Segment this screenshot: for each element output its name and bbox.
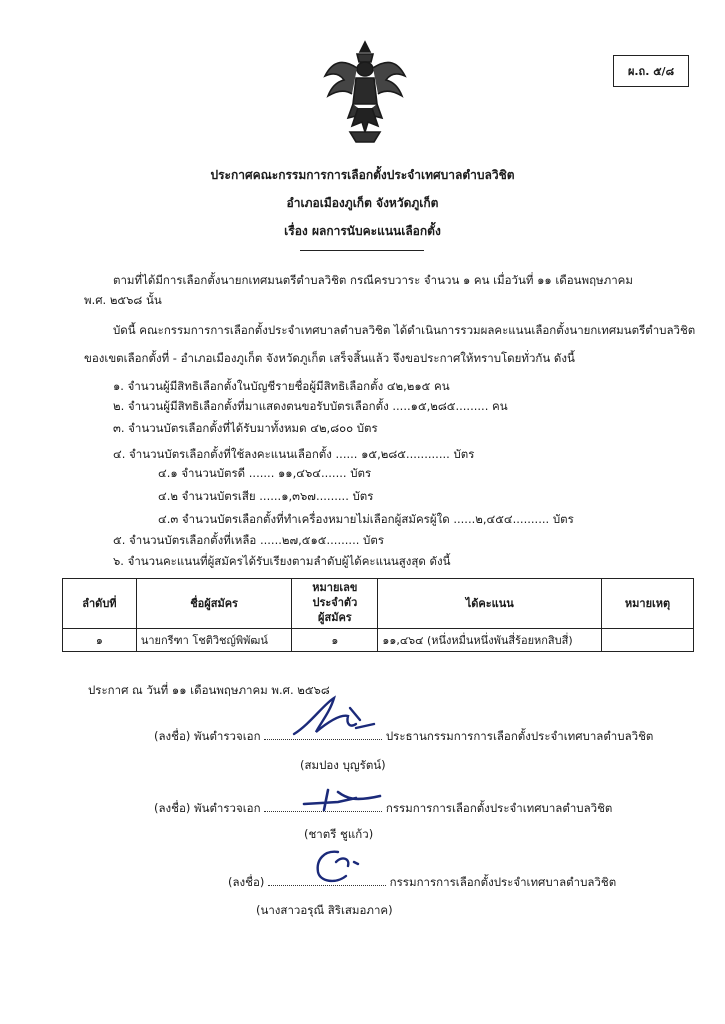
intro-p1-line2: พ.ศ. ๒๕๖๘ นั้น	[84, 293, 162, 307]
item-remaining-ballots: ๕. จำนวนบัตรเลือกตั้งที่เหลือ ......๒๗,๕๑๕......... บัตร	[113, 533, 384, 547]
cell-remark	[602, 628, 694, 651]
col-number-line1: หมายเลข	[312, 581, 358, 594]
item-invalid-ballots: ๔.๒ จำนวนบัตรเสีย ......๑,๓๖๗......... บัตร	[158, 489, 374, 503]
table-header-row	[63, 579, 694, 629]
header-title: ประกาศคณะกรรมการการเลือกตั้งประจำเทศบาลตำบลวิชิต	[210, 168, 515, 182]
form-code-box	[613, 55, 689, 87]
intro-p2-line2: ของเขตเลือกตั้งที่ - อำเภอเมืองภูเก็ต จังหวัดภูเก็ต เสร็จสิ้นแล้ว จึงขอประกาศให้ทราบโดยทั่วกัน ดังนี้	[84, 351, 575, 365]
signature-3-name: (นางสาวอรุณี สิริเสมอภาค)	[256, 903, 393, 917]
signature-3-role: กรรมการการเลือกตั้งประจำเทศบาลตำบลวิชิต	[389, 875, 617, 889]
signature-1-handwriting	[290, 694, 380, 740]
signature-1-role: ประธานกรรมการการเลือกตั้งประจำเทศบาลตำบลวิชิต	[385, 729, 654, 743]
cell-votes: ๑๑,๔๖๔ (หนึ่งหมื่นหนึ่งพันสี่ร้อยหกสิบสี่)	[378, 628, 602, 651]
item-valid-ballots: ๔.๑ จำนวนบัตรดี ....... ๑๑,๔๖๔....... บัตร	[158, 466, 372, 480]
item-ballots-received: ๓. จำนวนบัตรเลือกตั้งที่ได้รับมาทั้งหมด ๔๒,๘๐๐ บัตร	[113, 421, 378, 435]
intro-p2-line1: บัดนี้ คณะกรรมการการเลือกตั้งประจำเทศบาลตำบลวิชิต ได้ดำเนินการรวมผลคะแนนเลือกตั้งนายกเทศมนตรีตำบลวิชิต	[113, 323, 696, 337]
signature-3-handwriting	[306, 846, 366, 888]
col-number-line3: ผู้สมัคร	[318, 610, 352, 624]
col-votes: ได้คะแนน	[378, 579, 602, 629]
signature-3	[228, 874, 616, 892]
cell-candidate-name: นายกรีฑา โชติวิชญ์พิพัฒน์	[136, 628, 292, 651]
col-candidate-name: ชื่อผู้สมัคร	[136, 579, 292, 629]
header-subject: เรื่อง ผลการนับคะแนนเลือกตั้ง	[284, 224, 441, 238]
signature-2-prefix: (ลงชื่อ) พันตำรวจเอก	[154, 801, 261, 815]
table-row	[63, 628, 694, 651]
item-voters-present: ๒. จำนวนผู้มีสิทธิเลือกตั้งที่มาแสดงตนขอรับบัตรเลือกตั้ง .....๑๕,๒๘๕......... คน	[113, 399, 508, 413]
item-votes-heading: ๖. จำนวนคะแนนที่ผู้สมัครได้รับเรียงตามลำดับผู้ได้คะแนนสูงสุด ดังนี้	[113, 554, 451, 568]
col-candidate-number	[292, 579, 378, 629]
intro-p1-line1: ตามที่ได้มีการเลือกตั้งนายกเทศมนตรีตำบลวิชิต กรณีครบวาระ จำนวน ๑ คน เมื่อวันที่ ๑๑ เดือนพฤษภาคม	[113, 273, 633, 287]
cell-rank: ๑	[63, 628, 137, 651]
cell-candidate-number: ๑	[292, 628, 378, 651]
signature-1-name: (สมปอง บุญรัตน์)	[300, 758, 386, 772]
col-remark: หมายเหตุ	[602, 579, 694, 629]
signature-2-handwriting	[298, 780, 386, 814]
form-code: ผ.ถ. ๕/๘	[627, 65, 675, 78]
item-no-vote-ballots: ๔.๓ จำนวนบัตรเลือกตั้งที่ทำเครื่องหมายไม่เลือกผู้สมัครผู้ใด ......๒,๔๕๔.......... บัตร	[158, 512, 574, 526]
results-table	[62, 578, 694, 652]
signature-2-role: กรรมการการเลือกตั้งประจำเทศบาลตำบลวิชิต	[385, 801, 613, 815]
header-district: อำเภอเมืองภูเก็ต จังหวัดภูเก็ต	[286, 196, 439, 210]
garuda-emblem-icon	[322, 38, 408, 148]
signature-1-prefix: (ลงชื่อ) พันตำรวจเอก	[154, 729, 261, 743]
item-eligible-voters: ๑. จำนวนผู้มีสิทธิเลือกตั้งในบัญชีรายชื่อผู้มีสิทธิเลือกตั้ง ๔๒,๒๑๕ คน	[113, 379, 450, 393]
col-number-line2: ประจำตัว	[312, 595, 358, 609]
signature-3-prefix: (ลงชื่อ)	[228, 875, 265, 889]
announce-date: ประกาศ ณ วันที่ ๑๑ เดือนพฤษภาคม พ.ศ. ๒๕๖๘	[88, 683, 330, 697]
signature-2-name: (ชาตรี ชูแก้ว)	[304, 827, 374, 841]
signature-1	[154, 728, 653, 746]
col-rank: ลำดับที่	[63, 579, 137, 629]
header-divider	[300, 250, 424, 251]
item-ballots-used: ๔. จำนวนบัตรเลือกตั้งที่ใช้ลงคะแนนเลือกตั้ง ...... ๑๕,๒๘๕............ บัตร	[113, 447, 475, 461]
